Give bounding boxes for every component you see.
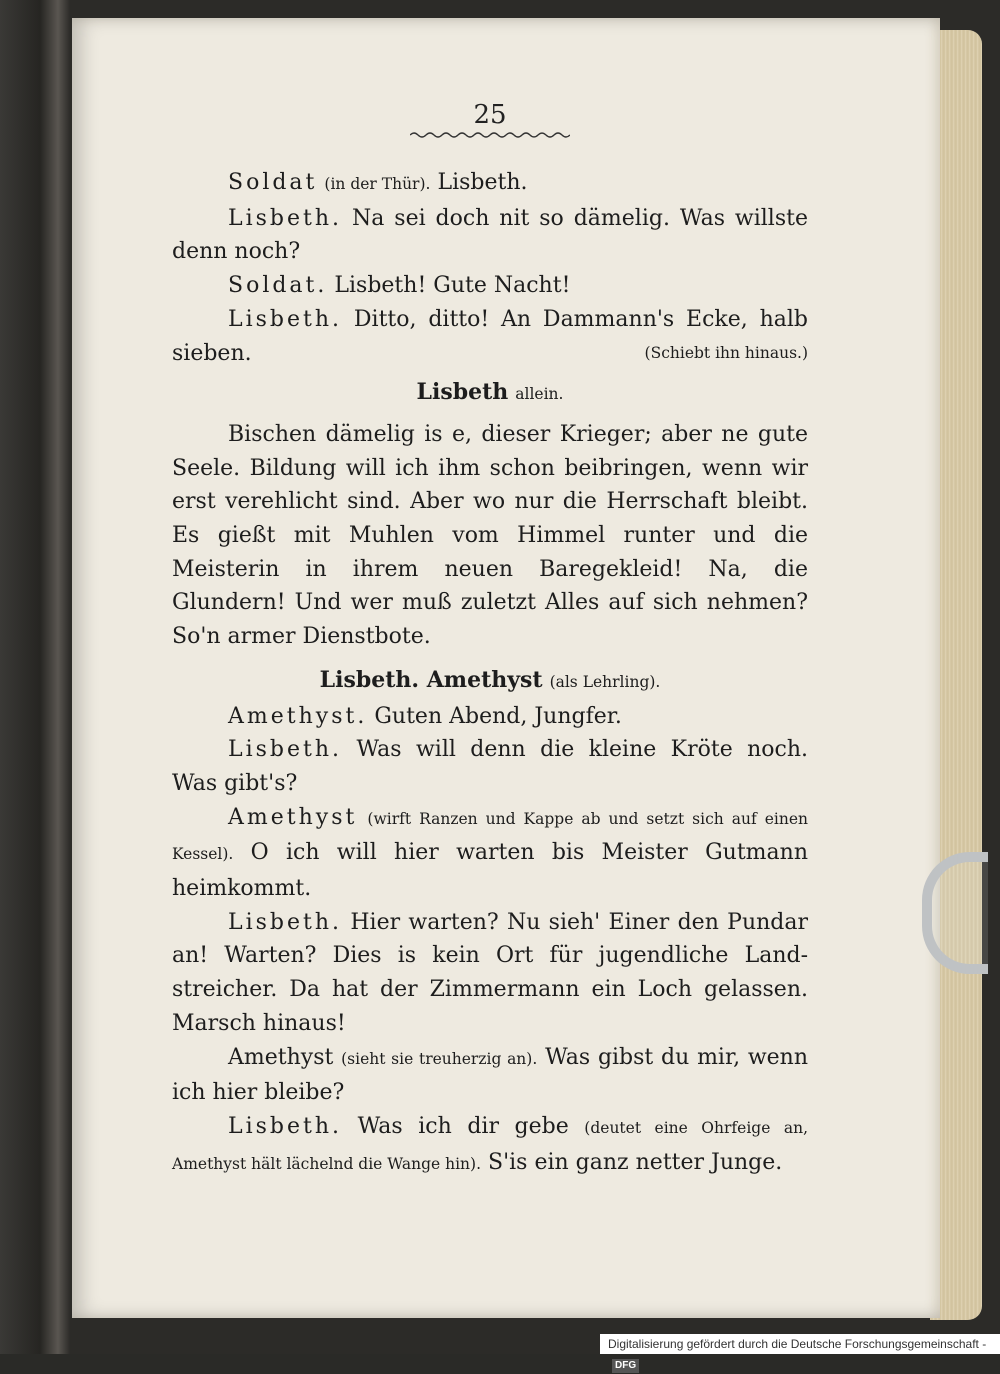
monologue: Bischen dämelig is e, dieser Krieger; aber ne gute Seele. Bildung will ich ihm schon beibringen, wenn wir erst verehlicht sind. Aber wo nur die Herrschaft bleibt. Es gießt mit Muhlen vom Himmel runter und die Meisterin in ihrem neuen Baregekleid! Na, die Glundern! Und wer muß zuletzt Alles auf sich nehmen? So'n armer Dienstbote. xyxy=(172,421,808,650)
dfg-logo: DFG xyxy=(612,1359,639,1373)
line-text: Was gibst du mir, wenn ich hier bleibe? xyxy=(172,1044,809,1106)
speaker: Lisbeth. xyxy=(228,205,343,231)
stage-direction: (wirft Ranzen und Kappe ab und setzt sich auf einen Kessel). xyxy=(172,809,808,864)
dialogue-line xyxy=(172,269,808,303)
line-text: Lisbeth. xyxy=(437,170,528,195)
dialogue-line xyxy=(172,700,808,734)
line-text: Guten Abend, Jungfer. xyxy=(374,703,622,729)
dialogue-line xyxy=(172,906,808,1041)
dialogue-line xyxy=(172,1110,808,1181)
footer-credit xyxy=(600,1334,1000,1371)
page-text xyxy=(172,166,808,1181)
line-text: Lisbeth! Gute Nacht! xyxy=(334,273,571,299)
line-text: Ditto, ditto! An Dammann's Ecke, halb sieben. xyxy=(172,306,808,366)
scene-characters: Lisbeth. Amethyst xyxy=(319,666,543,693)
line-text: Was ich dir gebe xyxy=(357,1113,569,1139)
dialogue-line xyxy=(172,733,808,800)
line-text: Na sei doch nit so dämelig. Was willste denn noch? xyxy=(172,205,808,265)
dialogue-line xyxy=(172,166,808,202)
speaker: Amethyst xyxy=(228,804,358,830)
dialogue-line xyxy=(172,801,808,906)
page-number: 25 xyxy=(473,100,507,130)
footer-text: Digitalisierung gefördert durch die Deutsche Forschungsgemeinschaft - xyxy=(608,1337,987,1351)
speaker: Lisbeth. xyxy=(228,1113,343,1139)
scene-characters: Lisbeth xyxy=(416,379,509,406)
line-text: Was will denn die kleine Kröte noch. Was gibt's? xyxy=(172,737,809,796)
scene-note: allein. xyxy=(515,385,564,404)
dialogue-line xyxy=(172,1041,808,1110)
speaker: Soldat xyxy=(228,170,318,195)
speaker: Amethyst. xyxy=(228,703,368,729)
line-text: O ich will hier warten bis Meister Gutmann heimkommt. xyxy=(172,840,808,902)
dialogue-line xyxy=(172,303,808,370)
stage-direction: (Schiebt ihn hinaus.) xyxy=(644,343,808,362)
speaker: Amethyst xyxy=(228,1044,334,1070)
dialogue-line xyxy=(172,202,808,269)
scene-note: (als Lehrling). xyxy=(549,672,661,691)
ornament-wave xyxy=(410,130,570,140)
scene-heading xyxy=(172,664,808,700)
speaker: Lisbeth. xyxy=(228,909,343,935)
speaker: Soldat. xyxy=(228,273,328,299)
stage-direction: (in der Thür). xyxy=(324,175,431,193)
paper-clip xyxy=(922,852,988,974)
scene-heading xyxy=(172,376,808,412)
stage-direction: (sieht sie treuherzig an). xyxy=(341,1049,538,1068)
speaker: Lisbeth. xyxy=(228,737,343,763)
speaker: Lisbeth. xyxy=(228,306,343,332)
line-text: Hier warten? Nu sieh' Einer den Pundar an! Warten? Dies is kein Ort für jugendliche Land-streicher. Da hat der Zimmermann ein Loch gelassen. Marsch hinaus! xyxy=(172,909,808,1036)
line-text-end: S'is ein ganz netter Junge. xyxy=(488,1149,783,1175)
stage-direction: (deutet eine Ohrfeige an, Amethyst hält lächelnd die Wange hin). xyxy=(172,1118,809,1173)
